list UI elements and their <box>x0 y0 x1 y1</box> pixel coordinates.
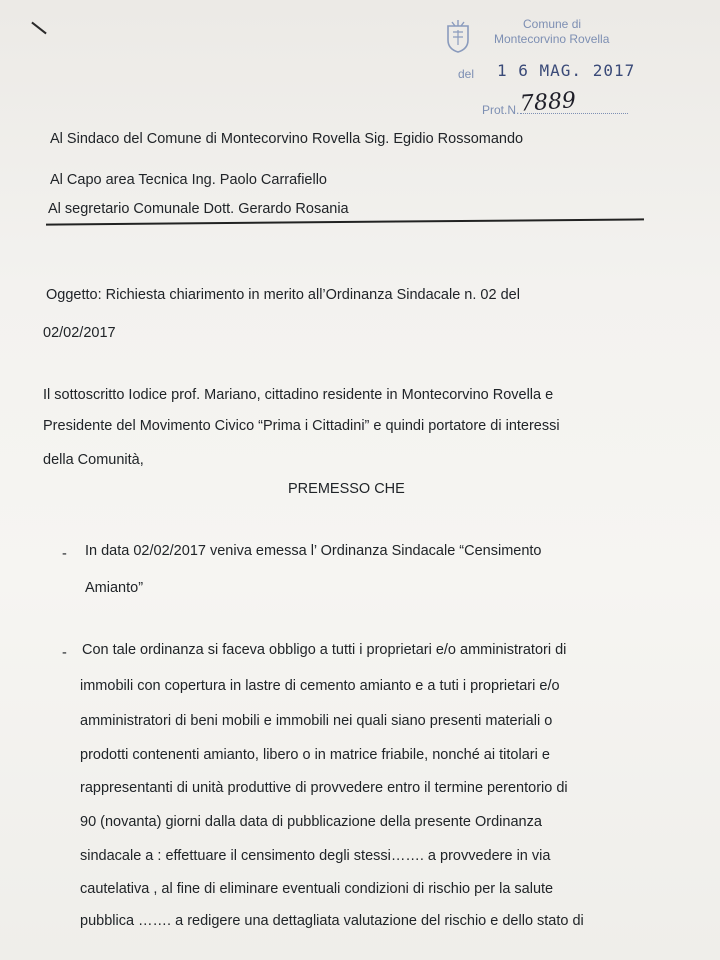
stamp-del-label: del <box>458 67 475 81</box>
intro-line-1: Il sottoscritto Iodice prof. Mariano, cittadino residente in Montecorvino Rovella e <box>43 387 554 403</box>
subject-line-1: Oggetto: Richiesta chiarimento in merito all’Ordinanza Sindacale n. 02 del <box>46 287 520 303</box>
bullet2-line-4: prodotti contenenti amianto, libero o in matrice friabile, nonché ai titolari e <box>80 747 550 763</box>
stamp-comune-label: Comune di <box>523 17 582 31</box>
municipal-crest-icon <box>444 18 472 54</box>
bullet1-line-2: Amianto” <box>85 580 144 596</box>
pen-mark <box>31 22 46 35</box>
bullet2-line-3: amministratori di beni mobili e immobili nei quali siano presenti materiali o <box>80 713 553 729</box>
stamp-town-name: Montecorvino Rovella <box>494 32 610 46</box>
intro-line-3: della Comunità, <box>43 452 144 468</box>
recipient-secretary: Al segretario Comunale Dott. Gerardo Rosania <box>48 201 349 217</box>
bullet2-line-6: 90 (novanta) giorni dalla data di pubblicazione della presente Ordinanza <box>80 814 542 830</box>
stamp-date: 1 6 MAG. 2017 <box>497 61 636 80</box>
bullet-dash: - <box>62 645 67 661</box>
bullet2-line-5: rappresentanti di unità produttive di provvedere entro il termine perentorio di <box>80 780 568 796</box>
bullet2-line-2: immobili con copertura in lastre di cemento amianto e a tuti i proprietari e/o <box>80 678 560 694</box>
stamp-prot-label: Prot.N. <box>482 103 520 117</box>
premesso-heading: PREMESSO CHE <box>288 481 405 497</box>
subject-line-2: 02/02/2017 <box>43 325 116 341</box>
header-divider <box>46 218 644 225</box>
bullet2-line-8: cautelativa , al fine di eliminare eventuali condizioni di rischio per la salute <box>80 881 554 897</box>
bullet2-line-9: pubblica ……. a redigere una dettagliata valutazione del rischio e dello stato di <box>80 913 584 929</box>
stamp-prot-number: 7889 <box>519 88 577 117</box>
bullet2-line-1: Con tale ordinanza si faceva obbligo a tutti i proprietari e/o amministratori di <box>82 642 567 658</box>
bullet-dash: - <box>62 546 67 562</box>
recipient-mayor: Al Sindaco del Comune di Montecorvino Rovella Sig. Egidio Rossomando <box>50 131 524 147</box>
intro-line-2: Presidente del Movimento Civico “Prima i Cittadini” e quindi portatore di interessi <box>43 418 560 434</box>
bullet2-line-7: sindacale a : effettuare il censimento degli stessi……. a provvedere in via <box>80 848 551 864</box>
recipient-technical-head: Al Capo area Tecnica Ing. Paolo Carrafiello <box>50 172 328 188</box>
bullet1-line-1: In data 02/02/2017 veniva emessa l’ Ordinanza Sindacale “Censimento <box>85 543 542 559</box>
